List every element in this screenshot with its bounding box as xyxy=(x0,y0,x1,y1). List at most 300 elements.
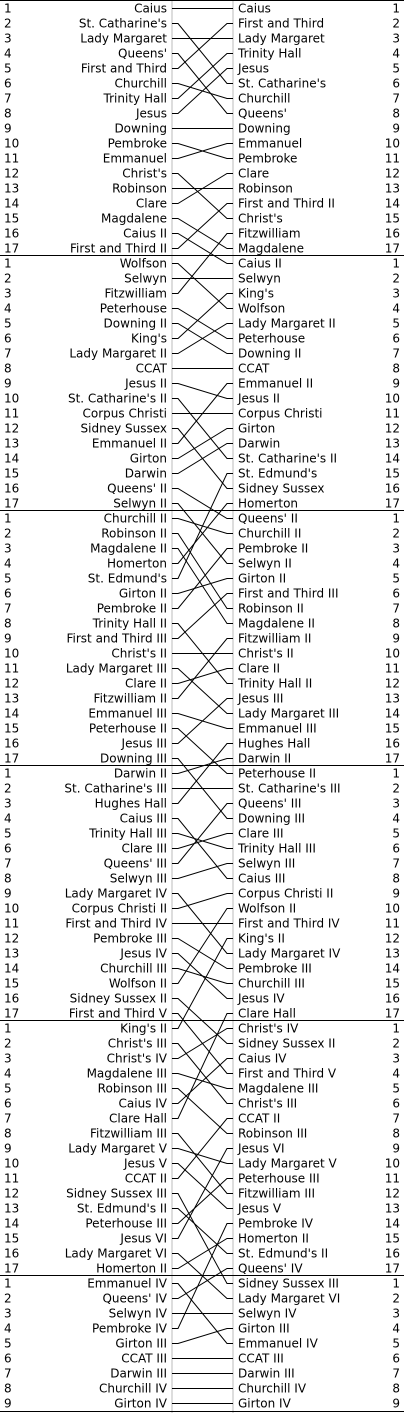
left-crew-name: Emmanuel II xyxy=(91,436,167,451)
left-position-number: 16 xyxy=(4,736,20,751)
left-crew-name: Pembroke III xyxy=(93,931,167,946)
right-crew-name: Darwin II xyxy=(238,751,292,766)
left-position-number: 4 xyxy=(4,301,12,316)
left-crew-name: Trinity Hall xyxy=(103,91,167,106)
right-crew-name: Fitzwilliam II xyxy=(238,631,312,646)
right-position-number: 7 xyxy=(392,346,400,361)
left-crew-name: Fitzwilliam III xyxy=(90,1126,167,1141)
connector-corpus-christi-ii xyxy=(172,894,233,909)
left-position-number: 4 xyxy=(4,811,12,826)
left-position-number: 13 xyxy=(4,181,20,196)
connector-queens-ii xyxy=(172,489,233,519)
connector-caius-iii xyxy=(172,819,233,879)
right-position-number: 3 xyxy=(392,796,400,811)
left-crew-name: Darwin II xyxy=(113,766,167,781)
left-position-number: 10 xyxy=(4,1156,20,1171)
left-position-number: 4 xyxy=(4,46,12,61)
left-crew-name: Jesus II xyxy=(125,376,167,391)
right-crew-name: Sidney Sussex xyxy=(238,481,325,496)
left-position-number: 17 xyxy=(4,1006,20,1021)
right-position-number: 10 xyxy=(384,901,400,916)
right-crew-name: Darwin III xyxy=(238,1366,295,1381)
right-position-number: 2 xyxy=(392,1291,400,1306)
right-crew-name: Selwyn III xyxy=(238,856,296,871)
right-crew-name: Pembroke III xyxy=(238,961,312,976)
right-crew-name: Pembroke IV xyxy=(238,1216,313,1231)
right-crew-name: Trinity Hall xyxy=(238,46,302,61)
right-crew-name: First and Third IV xyxy=(238,916,340,931)
connector-girton-iii xyxy=(172,1329,233,1344)
left-crew-name: CCAT xyxy=(135,361,167,376)
left-position-number: 3 xyxy=(4,541,12,556)
right-position-number: 7 xyxy=(392,1366,400,1381)
right-position-number: 13 xyxy=(384,1201,400,1216)
right-position-number: 11 xyxy=(384,916,400,931)
left-position-number: 3 xyxy=(4,1306,12,1321)
left-crew-name: St. Edmund's xyxy=(87,571,167,586)
connector-peterhouse-iii xyxy=(172,1179,233,1224)
right-position-number: 5 xyxy=(392,316,400,331)
left-position-number: 14 xyxy=(4,1216,20,1231)
left-position-number: 9 xyxy=(4,886,12,901)
right-position-number: 7 xyxy=(392,601,400,616)
right-crew-name: Corpus Christi II xyxy=(238,886,334,901)
left-crew-name: Churchill IV xyxy=(98,1381,167,1396)
left-crew-name: Selwyn IV xyxy=(108,1306,167,1321)
right-position-number: 15 xyxy=(384,976,400,991)
left-position-number: 1 xyxy=(4,256,12,271)
right-crew-name: Trinity Hall III xyxy=(238,841,316,856)
right-crew-name: Christ's III xyxy=(238,1096,298,1111)
right-crew-name: Magdalene III xyxy=(238,1081,319,1096)
right-position-number: 7 xyxy=(392,1111,400,1126)
connector-jesus-v xyxy=(172,1164,233,1209)
left-position-number: 7 xyxy=(4,856,12,871)
left-crew-name: Queens' IV xyxy=(102,1291,167,1306)
left-crew-name: Sidney Sussex III xyxy=(66,1186,167,1201)
connector-pembroke-iii xyxy=(172,939,233,969)
left-crew-name: Magdalene III xyxy=(86,1066,167,1081)
left-position-number: 3 xyxy=(4,796,12,811)
left-position-number: 9 xyxy=(4,121,12,136)
left-position-number: 2 xyxy=(4,271,12,286)
left-crew-name: Caius xyxy=(134,1,167,16)
left-crew-name: Fitzwilliam II xyxy=(93,691,167,706)
right-crew-name: Selwyn II xyxy=(238,556,292,571)
left-crew-name: Emmanuel IV xyxy=(87,1276,167,1291)
right-crew-name: Hughes Hall xyxy=(238,736,311,751)
left-position-number: 5 xyxy=(4,1336,12,1351)
connector-fitzwilliam xyxy=(172,234,233,294)
left-crew-name: CCAT II xyxy=(124,1171,167,1186)
connector-peterhouse-ii xyxy=(172,729,233,774)
left-position-number: 6 xyxy=(4,1351,12,1366)
left-crew-name: Magdalene II xyxy=(90,541,167,556)
left-position-number: 5 xyxy=(4,826,12,841)
left-crew-name: Corpus Christi xyxy=(82,406,167,421)
right-position-number: 7 xyxy=(392,91,400,106)
right-position-number: 3 xyxy=(392,31,400,46)
right-crew-name: Churchill III xyxy=(238,976,305,991)
left-position-number: 9 xyxy=(4,1141,12,1156)
right-crew-name: King's II xyxy=(238,931,285,946)
left-position-number: 13 xyxy=(4,436,20,451)
right-position-number: 16 xyxy=(384,1246,400,1261)
connector-homerton xyxy=(172,504,233,564)
right-position-number: 14 xyxy=(384,1216,400,1231)
right-crew-name: CCAT II xyxy=(238,1111,281,1126)
left-position-number: 15 xyxy=(4,976,20,991)
left-crew-name: Churchill xyxy=(114,76,167,91)
right-position-number: 2 xyxy=(392,781,400,796)
right-position-number: 6 xyxy=(392,1096,400,1111)
right-position-number: 9 xyxy=(392,1396,400,1411)
connector-darwin xyxy=(172,444,233,474)
right-crew-name: Girton III xyxy=(238,1321,290,1336)
left-crew-name: Pembroke IV xyxy=(92,1321,167,1336)
left-position-number: 12 xyxy=(4,676,20,691)
left-crew-name: First and Third II xyxy=(70,241,167,256)
left-position-number: 7 xyxy=(4,1111,12,1126)
right-crew-name: Girton II xyxy=(238,571,287,586)
right-crew-name: Queens' III xyxy=(238,796,302,811)
right-position-number: 12 xyxy=(384,166,400,181)
right-position-number: 12 xyxy=(384,931,400,946)
connector-fitzwilliam-ii xyxy=(172,639,233,699)
right-crew-name: Clare Hall xyxy=(238,1006,296,1021)
right-crew-name: Clare xyxy=(238,166,270,181)
right-crew-name: Emmanuel IV xyxy=(238,1336,318,1351)
right-crew-name: Wolfson xyxy=(238,301,286,316)
left-crew-name: Robinson III xyxy=(97,1081,167,1096)
left-position-number: 6 xyxy=(4,841,12,856)
left-position-number: 12 xyxy=(4,421,20,436)
right-position-number: 1 xyxy=(392,766,400,781)
left-position-number: 15 xyxy=(4,721,20,736)
right-crew-name: Caius IV xyxy=(238,1051,287,1066)
right-position-number: 2 xyxy=(392,16,400,31)
right-position-number: 1 xyxy=(392,1,400,16)
left-crew-name: Trinity Hall III xyxy=(89,826,167,841)
right-crew-name: Sidney Sussex III xyxy=(238,1276,339,1291)
connector-fitzwilliam-iii xyxy=(172,1134,233,1194)
left-crew-name: Selwyn III xyxy=(109,871,167,886)
connector-trinity-hall xyxy=(172,54,233,99)
right-crew-name: Selwyn IV xyxy=(238,1306,297,1321)
right-position-number: 17 xyxy=(384,751,400,766)
right-position-number: 8 xyxy=(392,1126,400,1141)
connector-jesus-ii xyxy=(172,384,233,399)
right-crew-name: Christ's xyxy=(238,211,283,226)
right-crew-name: Jesus V xyxy=(238,1201,282,1216)
left-position-number: 14 xyxy=(4,706,20,721)
connector-christ-s xyxy=(172,174,233,219)
right-position-number: 8 xyxy=(392,616,400,631)
right-crew-name: St. Catharine's II xyxy=(238,451,338,466)
connector-selwyn-iii xyxy=(172,864,233,879)
right-position-number: 3 xyxy=(392,541,400,556)
right-crew-name: St. Catharine's III xyxy=(238,781,341,796)
right-crew-name: Peterhouse III xyxy=(238,1171,320,1186)
right-position-number: 9 xyxy=(392,121,400,136)
right-crew-name: Magdalene II xyxy=(238,616,315,631)
connector-queens-iv xyxy=(172,1269,233,1299)
right-crew-name: Jesus xyxy=(238,61,270,76)
left-position-number: 15 xyxy=(4,466,20,481)
right-crew-name: Magdalene xyxy=(238,241,304,256)
left-position-number: 4 xyxy=(4,1321,12,1336)
left-crew-name: Jesus xyxy=(135,106,167,121)
right-position-number: 8 xyxy=(392,1381,400,1396)
left-crew-name: First and Third III xyxy=(66,631,167,646)
left-crew-name: St. Catharine's II xyxy=(67,391,167,406)
left-crew-name: Downing III xyxy=(100,751,167,766)
right-position-number: 15 xyxy=(384,211,400,226)
left-position-number: 3 xyxy=(4,1051,12,1066)
left-crew-name: Clare Hall xyxy=(109,1111,167,1126)
right-crew-name: Robinson III xyxy=(238,1126,308,1141)
right-crew-name: Queens' xyxy=(238,106,287,121)
left-crew-name: Queens' III xyxy=(103,856,167,871)
left-position-number: 2 xyxy=(4,16,12,31)
left-crew-name: Wolfson II xyxy=(108,976,167,991)
left-crew-name: First and Third V xyxy=(68,1006,167,1021)
connector-wolfson xyxy=(172,264,233,309)
left-crew-name: Selwyn xyxy=(124,271,167,286)
right-position-number: 7 xyxy=(392,856,400,871)
left-position-number: 7 xyxy=(4,1366,12,1381)
right-crew-name: Corpus Christi xyxy=(238,406,323,421)
left-position-number: 5 xyxy=(4,571,12,586)
left-position-number: 5 xyxy=(4,61,12,76)
left-position-number: 16 xyxy=(4,1246,20,1261)
connector-lady-margaret-ii xyxy=(172,324,233,354)
right-crew-name: Robinson xyxy=(238,181,293,196)
right-position-number: 3 xyxy=(392,1051,400,1066)
right-position-number: 4 xyxy=(392,1321,400,1336)
left-crew-name: Darwin xyxy=(124,466,167,481)
right-position-number: 6 xyxy=(392,76,400,91)
right-position-number: 9 xyxy=(392,631,400,646)
left-position-number: 8 xyxy=(4,871,12,886)
right-crew-name: Girton xyxy=(238,421,276,436)
right-position-number: 14 xyxy=(384,451,400,466)
right-crew-name: Fitzwilliam xyxy=(238,226,301,241)
left-position-number: 8 xyxy=(4,361,12,376)
left-position-number: 14 xyxy=(4,961,20,976)
right-crew-name: Emmanuel III xyxy=(238,721,317,736)
right-position-number: 1 xyxy=(392,1021,400,1036)
left-position-number: 11 xyxy=(4,916,20,931)
connector-jesus-iii xyxy=(172,699,233,744)
left-crew-name: Lady Margaret III xyxy=(65,661,167,676)
connector-queens xyxy=(172,54,233,114)
left-position-number: 17 xyxy=(4,496,20,511)
right-position-number: 9 xyxy=(392,376,400,391)
left-position-number: 7 xyxy=(4,601,12,616)
left-crew-name: Homerton II xyxy=(96,1261,167,1276)
right-position-number: 4 xyxy=(392,1066,400,1081)
connector-homerton-ii xyxy=(172,1239,233,1269)
left-position-number: 12 xyxy=(4,1186,20,1201)
left-position-number: 1 xyxy=(4,766,12,781)
right-crew-name: Christ's II xyxy=(238,646,294,661)
right-position-number: 13 xyxy=(384,691,400,706)
left-position-number: 5 xyxy=(4,1081,12,1096)
left-crew-name: Lady Margaret II xyxy=(69,346,167,361)
left-position-number: 12 xyxy=(4,931,20,946)
right-position-number: 3 xyxy=(392,286,400,301)
right-crew-name: Churchill IV xyxy=(238,1381,307,1396)
right-position-number: 10 xyxy=(384,391,400,406)
left-position-number: 17 xyxy=(4,751,20,766)
left-position-number: 13 xyxy=(4,946,20,961)
left-crew-name: Girton III xyxy=(115,1336,167,1351)
right-position-number: 11 xyxy=(384,151,400,166)
right-position-number: 4 xyxy=(392,301,400,316)
right-crew-name: Queens' II xyxy=(238,511,298,526)
left-crew-name: Girton IV xyxy=(114,1396,167,1411)
right-crew-name: Caius III xyxy=(238,871,286,886)
left-crew-name: Pembroke II xyxy=(96,601,167,616)
left-crew-name: Sidney Sussex xyxy=(80,421,167,436)
connector-first-and-third-iii xyxy=(172,594,233,639)
right-position-number: 11 xyxy=(384,661,400,676)
left-position-number: 4 xyxy=(4,556,12,571)
right-position-number: 2 xyxy=(392,1036,400,1051)
left-position-number: 10 xyxy=(4,901,20,916)
right-position-number: 1 xyxy=(392,1276,400,1291)
left-position-number: 9 xyxy=(4,631,12,646)
left-crew-name: Fitzwilliam xyxy=(104,286,167,301)
right-position-number: 5 xyxy=(392,826,400,841)
left-position-number: 15 xyxy=(4,1231,20,1246)
left-position-number: 3 xyxy=(4,31,12,46)
right-crew-name: Peterhouse xyxy=(238,331,306,346)
left-crew-name: Emmanuel III xyxy=(88,706,167,721)
left-crew-name: Emmanuel xyxy=(102,151,167,166)
right-crew-name: Robinson II xyxy=(238,601,304,616)
right-position-number: 10 xyxy=(384,1156,400,1171)
left-crew-name: Pembroke xyxy=(107,136,167,151)
left-crew-name: Jesus III xyxy=(121,736,167,751)
right-crew-name: St. Catharine's xyxy=(238,76,327,91)
right-crew-name: Emmanuel II xyxy=(238,376,314,391)
left-crew-name: Magdalene xyxy=(101,211,167,226)
left-crew-name: King's II xyxy=(120,1021,167,1036)
right-crew-name: Jesus IV xyxy=(238,991,285,1006)
left-position-number: 4 xyxy=(4,1066,12,1081)
left-crew-name: Peterhouse xyxy=(99,301,167,316)
right-position-number: 16 xyxy=(384,736,400,751)
left-position-number: 6 xyxy=(4,586,12,601)
right-crew-name: Christ's IV xyxy=(238,1021,299,1036)
right-position-number: 13 xyxy=(384,436,400,451)
right-crew-name: Churchill xyxy=(238,91,291,106)
right-position-number: 3 xyxy=(392,1306,400,1321)
connector-lady-margaret-iii xyxy=(172,669,233,714)
left-position-number: 17 xyxy=(4,241,20,256)
right-position-number: 10 xyxy=(384,646,400,661)
left-crew-name: Churchill II xyxy=(103,511,167,526)
right-position-number: 5 xyxy=(392,61,400,76)
left-position-number: 8 xyxy=(4,616,12,631)
right-crew-name: Downing III xyxy=(238,811,305,826)
left-position-number: 14 xyxy=(4,451,20,466)
connector-magdalene xyxy=(172,219,233,249)
right-position-number: 12 xyxy=(384,421,400,436)
left-position-number: 8 xyxy=(4,1126,12,1141)
left-crew-name: Jesus IV xyxy=(120,946,167,961)
left-crew-name: Girton xyxy=(129,451,167,466)
left-position-number: 9 xyxy=(4,1396,12,1411)
right-position-number: 11 xyxy=(384,406,400,421)
right-position-number: 11 xyxy=(384,1171,400,1186)
left-position-number: 15 xyxy=(4,211,20,226)
right-position-number: 8 xyxy=(392,361,400,376)
left-position-number: 6 xyxy=(4,1096,12,1111)
left-crew-name: Peterhouse III xyxy=(85,1216,167,1231)
right-position-number: 5 xyxy=(392,1336,400,1351)
left-crew-name: Clare III xyxy=(121,841,167,856)
left-crew-name: Corpus Christi II xyxy=(71,901,167,916)
left-position-number: 10 xyxy=(4,136,20,151)
right-crew-name: Clare II xyxy=(238,661,281,676)
right-position-number: 2 xyxy=(392,271,400,286)
right-position-number: 17 xyxy=(384,241,400,256)
left-crew-name: Trinity Hall II xyxy=(92,616,167,631)
right-position-number: 6 xyxy=(392,586,400,601)
connector-jesus xyxy=(172,69,233,114)
right-crew-name: Churchill II xyxy=(238,526,302,541)
connector-pembroke-ii xyxy=(172,549,233,609)
right-position-number: 4 xyxy=(392,46,400,61)
left-position-number: 11 xyxy=(4,151,20,166)
left-position-number: 16 xyxy=(4,481,20,496)
right-crew-name: Downing xyxy=(238,121,291,136)
right-crew-name: Homerton xyxy=(238,496,299,511)
right-crew-name: Downing II xyxy=(238,346,302,361)
left-crew-name: Jesus V xyxy=(123,1156,167,1171)
left-crew-name: Wolfson xyxy=(119,256,167,271)
left-crew-name: Downing xyxy=(114,121,167,136)
left-position-number: 12 xyxy=(4,166,20,181)
left-position-number: 5 xyxy=(4,316,12,331)
right-crew-name: St. Edmund's II xyxy=(238,1246,329,1261)
right-crew-name: Caius II xyxy=(238,256,282,271)
right-crew-name: Jesus VI xyxy=(238,1141,285,1156)
connector-christ-s-iv xyxy=(172,1029,233,1059)
left-position-number: 1 xyxy=(4,1276,12,1291)
left-crew-name: Churchill III xyxy=(100,961,167,976)
right-position-number: 9 xyxy=(392,1141,400,1156)
connector-churchill-iii xyxy=(172,969,233,984)
right-crew-name: Pembroke xyxy=(238,151,298,166)
right-crew-name: Jesus II xyxy=(238,391,280,406)
connector-st-edmund-s xyxy=(172,474,233,579)
right-position-number: 4 xyxy=(392,811,400,826)
right-crew-name: Homerton II xyxy=(238,1231,309,1246)
connector-ccat-ii xyxy=(172,1119,233,1179)
right-position-number: 15 xyxy=(384,466,400,481)
right-crew-name: Sidney Sussex II xyxy=(238,1036,336,1051)
right-crew-name: Lady Margaret II xyxy=(238,316,336,331)
right-crew-name: St. Edmund's xyxy=(238,466,318,481)
left-crew-name: Sidney Sussex II xyxy=(69,991,167,1006)
right-position-number: 12 xyxy=(384,1186,400,1201)
connector-girton-ii xyxy=(172,579,233,594)
right-crew-name: Queens' IV xyxy=(238,1261,303,1276)
